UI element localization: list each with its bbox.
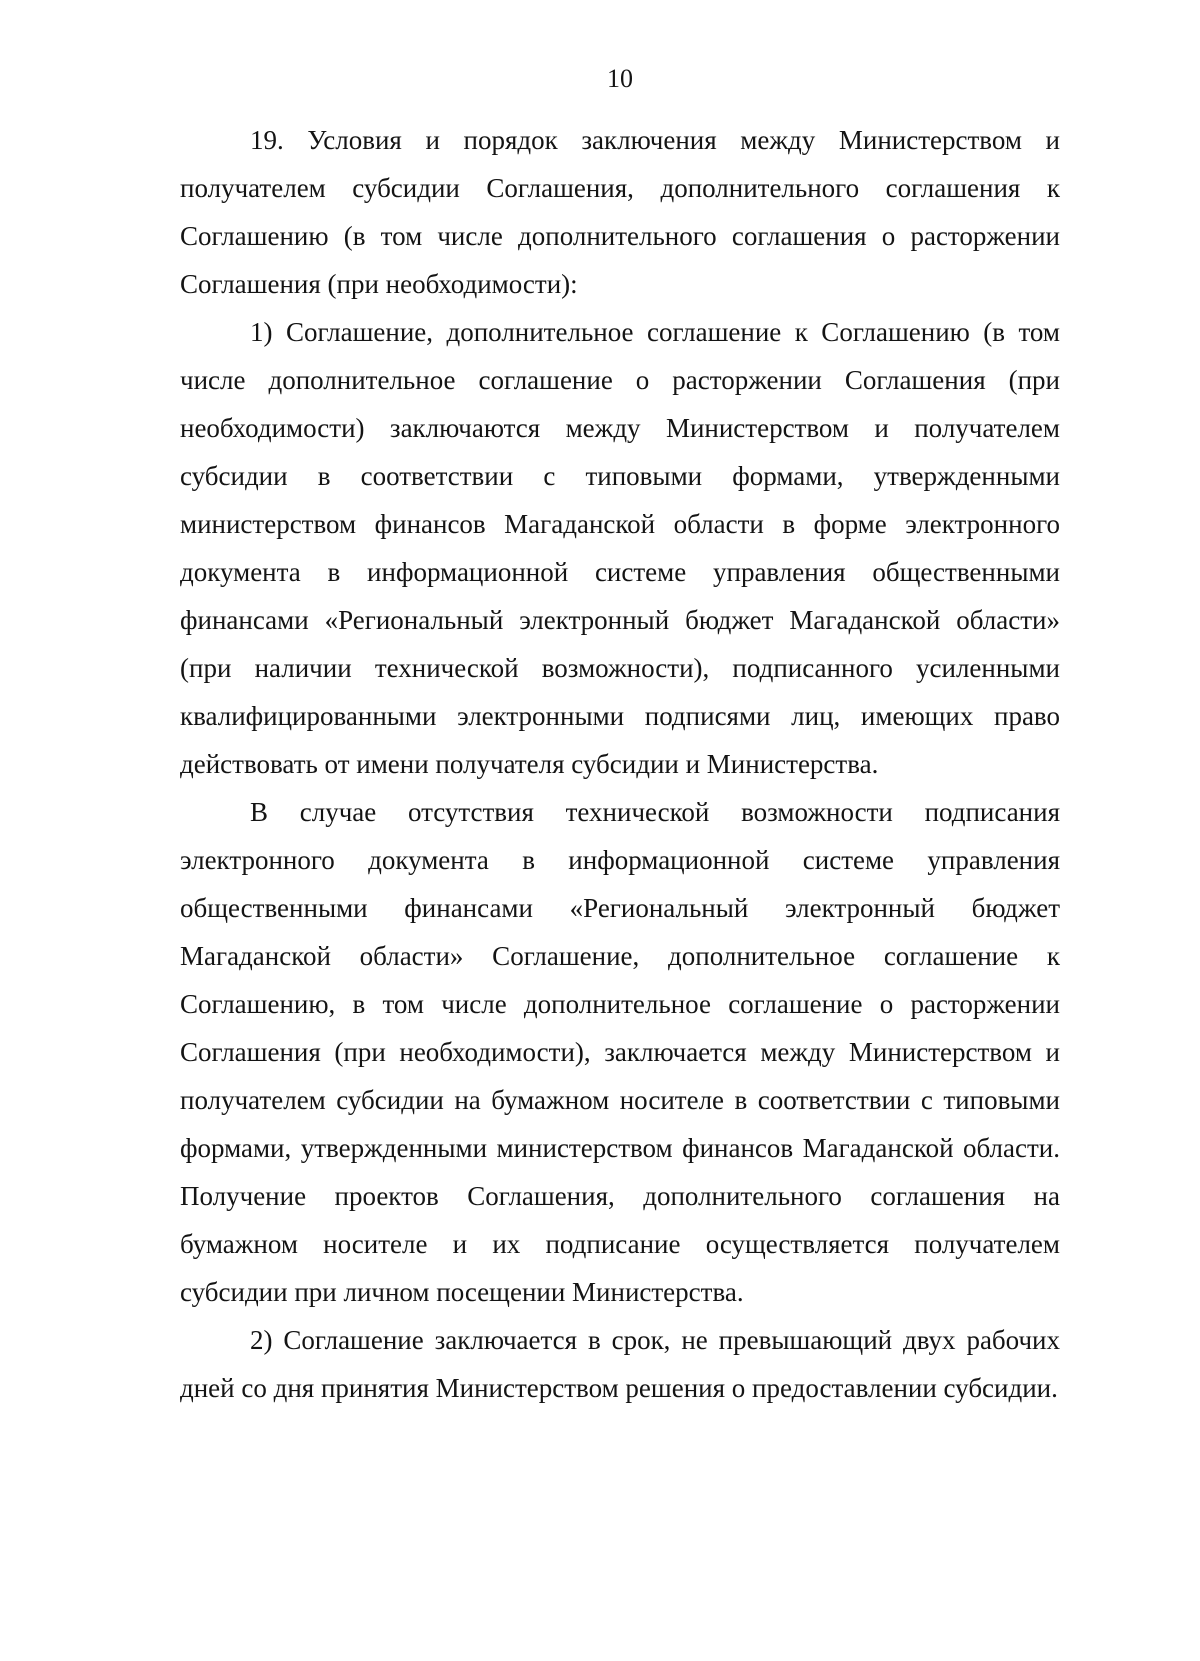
paragraph-item-2: 2) Соглашение заключается в срок, не превышающий двух рабочих дней со дня принятия Министерством решения о предоставлении субсидии. [180,1325,1060,1403]
paragraph-item-1: 1) Соглашение, дополнительное соглашение к Соглашению (в том числе дополнительное соглашение о расторжении Соглашения (при необходимости) заключаются между Министерством и получателем субсидии в соответствии с типовыми формами, утвержденными министерством финансов Магаданской области в форме электронного документа в информационной системе управления общественными финансами «Региональный электронный бюджет Магаданской области» (при наличии технической возможности), подписанного усиленными квалифицированными электронными подписями лиц, имеющих право действовать от имени получателя субсидии и Министерства. [180,317,1060,779]
paragraph-paper-agreement: В случае отсутствия технической возможности подписания электронного документа в информационной системе управления общественными финансами «Региональный электронный бюджет Магаданской области» Соглашение, дополнительное соглашение к Соглашению, в том числе дополнительное соглашение о расторжении Соглашения (при необходимости), заключается между Министерством и получателем субсидии на бумажном носителе в соответствии с типовыми формами, утвержденными министерством финансов Магаданской области. Получение проектов Соглашения, дополнительного соглашения на бумажном носителе и их подписание осуществляется получателем субсидии при личном посещении Министерства. [180,797,1060,1307]
document-body [180,116,1060,1412]
page-number: 10 [607,64,633,93]
paragraph-19-conditions: 19. Условия и порядок заключения между Министерством и получателем субсидии Соглашения, дополнительного соглашения к Соглашению (в том числе дополнительного соглашения о расторжении Соглашения (при необходимости): [180,125,1060,299]
